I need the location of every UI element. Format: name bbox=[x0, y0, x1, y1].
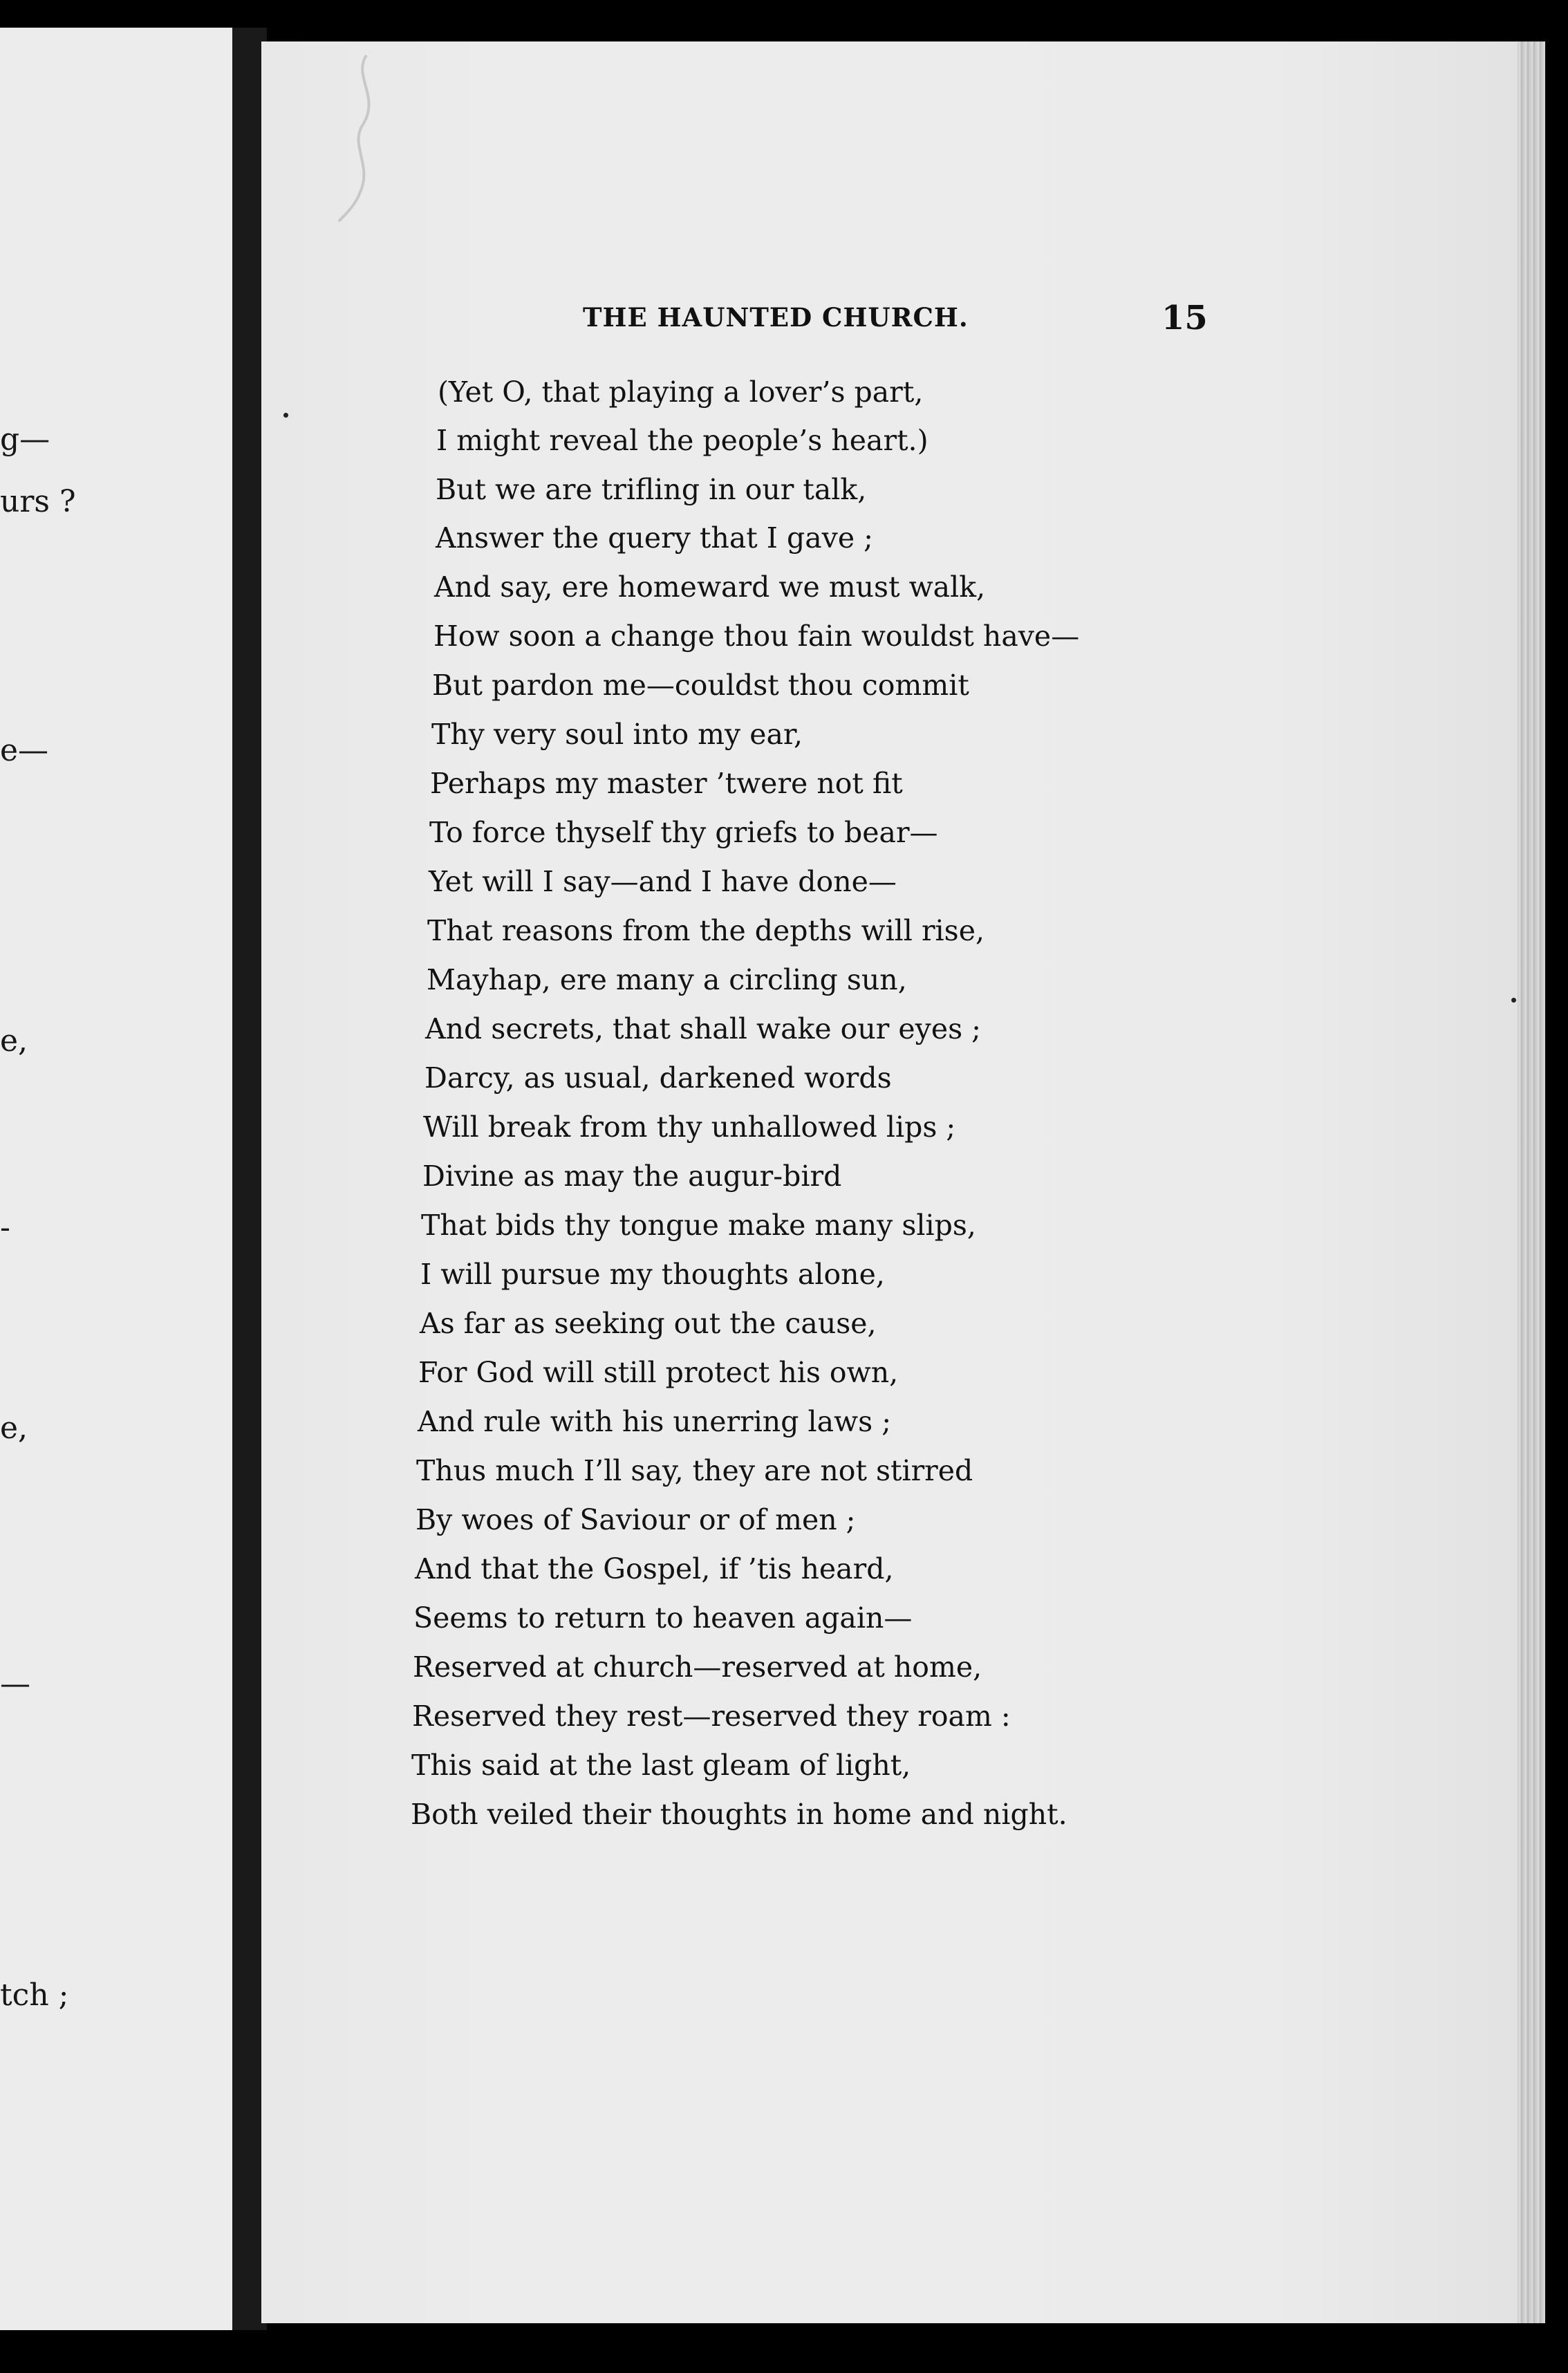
verse-line: This said at the last gleam of light, bbox=[411, 1749, 911, 1782]
print-speck bbox=[283, 413, 288, 418]
verse-line: But we are trifling in our talk, bbox=[436, 473, 867, 506]
verse-line: Thus much I’ll say, they are not stirred bbox=[416, 1454, 973, 1487]
pencil-mark-icon bbox=[325, 48, 408, 228]
page-number: 15 bbox=[1161, 299, 1208, 337]
verse-line: But pardon me—couldst thou commit bbox=[432, 669, 969, 702]
verse-line: That bids thy tongue make many slips, bbox=[421, 1209, 976, 1242]
verse-line: Thy very soul into my ear, bbox=[431, 718, 803, 751]
print-speck bbox=[1511, 998, 1516, 1003]
left-page-fragment: g— bbox=[0, 422, 50, 457]
left-page-fragment: — bbox=[0, 1666, 30, 1702]
left-page-fragment: - bbox=[0, 1210, 10, 1245]
verse-line: Darcy, as usual, darkened words bbox=[424, 1061, 892, 1095]
verse-line: Divine as may the augur-bird bbox=[422, 1160, 842, 1193]
verse-line: Reserved at church—reserved at home, bbox=[413, 1650, 982, 1684]
verse-line: Will break from thy unhallowed lips ; bbox=[423, 1110, 956, 1144]
verse-line: And that the Gospel, if ’tis heard, bbox=[415, 1552, 894, 1585]
left-page-fragment: e, bbox=[0, 1023, 28, 1059]
left-page-fragment: urs ? bbox=[0, 484, 76, 519]
verse-line: Mayhap, ere many a circling sun, bbox=[427, 963, 907, 996]
verse-line: Yet will I say—and I have done— bbox=[429, 865, 897, 898]
verse-line: How soon a change thou fain wouldst have— bbox=[433, 620, 1080, 653]
verse-line: Reserved they rest—reserved they roam : bbox=[412, 1700, 1011, 1733]
verse-line: And rule with his unerring laws ; bbox=[418, 1405, 892, 1438]
left-page-fragment: e— bbox=[0, 733, 49, 768]
left-page-fragment: tch ; bbox=[0, 1978, 69, 2013]
page-edge bbox=[1518, 41, 1545, 2323]
verse-line: (Yet O, that playing a lover’s part, bbox=[438, 375, 924, 409]
verse-line: To force thyself thy griefs to bear— bbox=[429, 816, 938, 849]
verse-line: And say, ere homeward we must walk, bbox=[434, 570, 986, 604]
left-page bbox=[0, 28, 249, 2330]
verse-line: And secrets, that shall wake our eyes ; bbox=[425, 1012, 981, 1045]
running-title: THE HAUNTED CHURCH. bbox=[583, 302, 969, 333]
verse-line: I will pursue my thoughts alone, bbox=[420, 1258, 885, 1291]
verse-line: I might reveal the people’s heart.) bbox=[436, 424, 928, 457]
verse-line: Perhaps my master ’twere not fit bbox=[430, 767, 903, 800]
verse-line: By woes of Saviour or of men ; bbox=[416, 1503, 856, 1536]
left-page-fragment: e, bbox=[0, 1411, 28, 1446]
verse-line: Both veiled their thoughts in home and night. bbox=[411, 1798, 1067, 1831]
verse-line: Answer the query that I gave ; bbox=[436, 521, 873, 555]
verse-line: Seems to return to heaven again— bbox=[413, 1601, 913, 1635]
verse-line: As far as seeking out the cause, bbox=[420, 1307, 877, 1340]
verse-line: That reasons from the depths will rise, bbox=[427, 914, 984, 947]
verse-line: For God will still protect his own, bbox=[418, 1356, 899, 1389]
